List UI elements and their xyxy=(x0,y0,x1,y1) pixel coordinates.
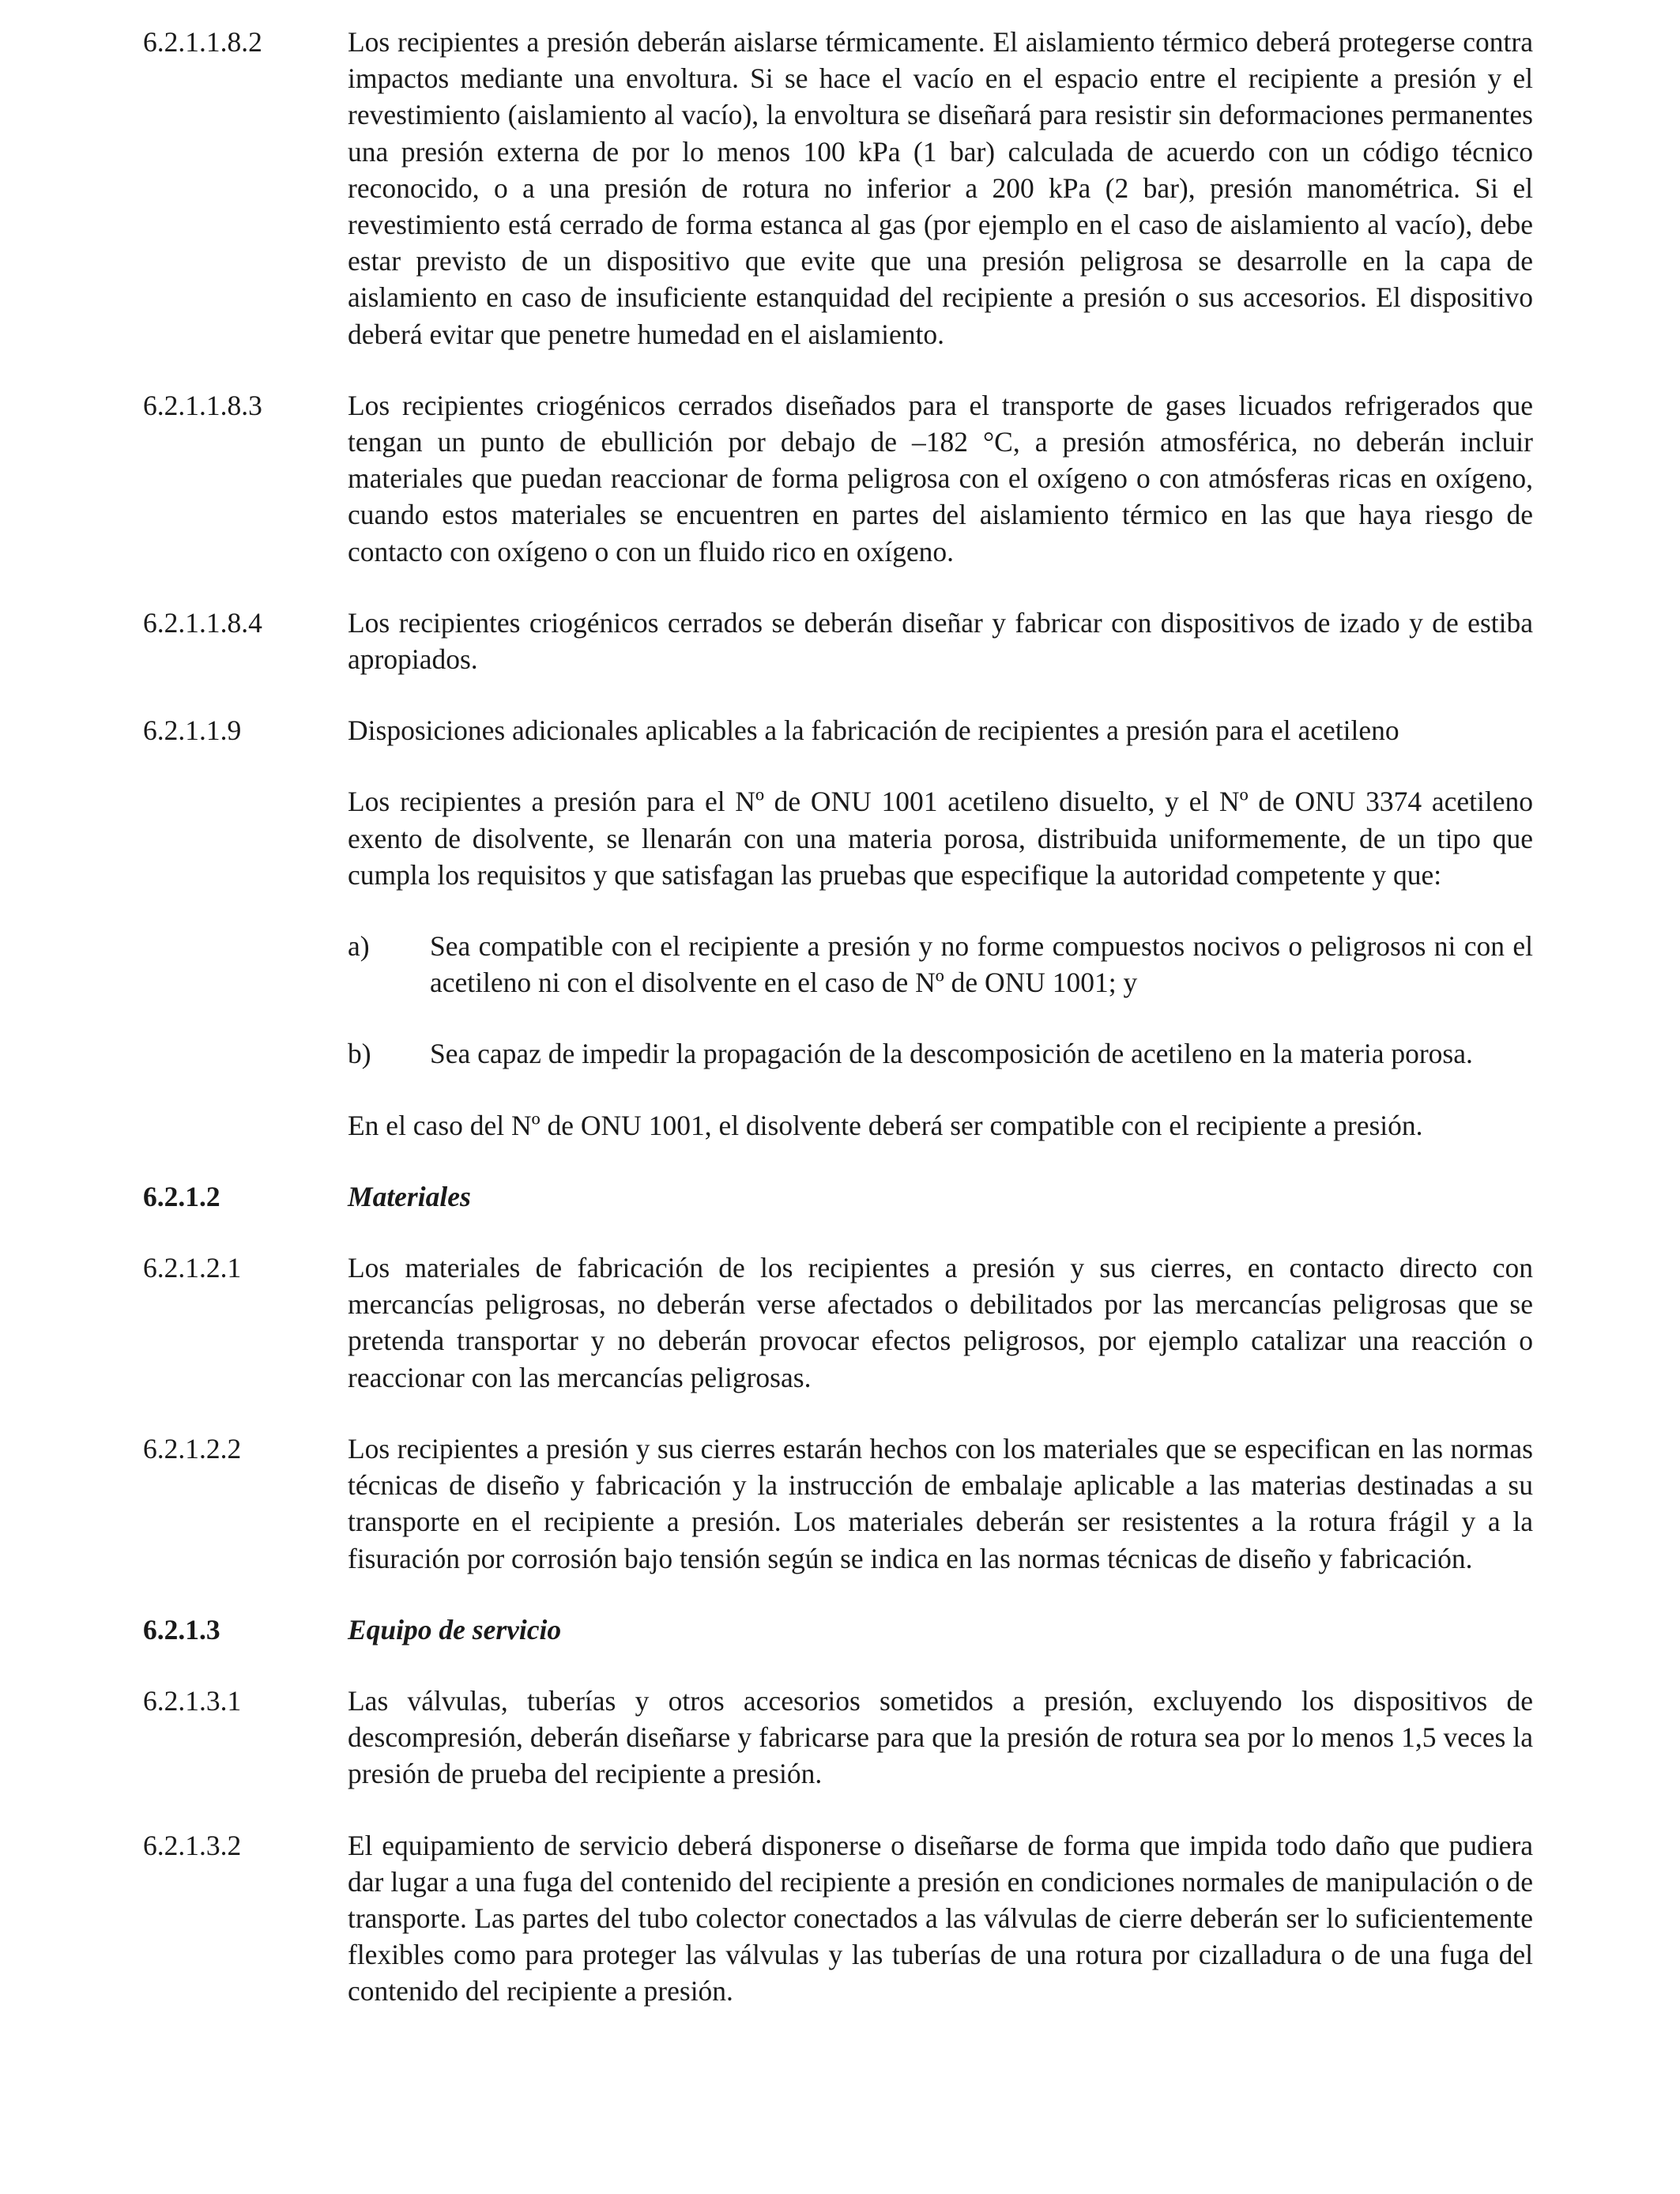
section-number: 6.2.1.1.8.3 xyxy=(143,389,262,421)
list-item-text: Sea compatible con el recipiente a presión y no forme compuestos nocivos o peligrosos ni con el acetileno ni con el disolvente en el caso de Nº de ONU 1001; y xyxy=(430,930,1533,999)
heading-6-2-1-3 xyxy=(143,1612,1534,1648)
section-6-2-1-2-1 xyxy=(143,1250,1534,1396)
section-paragraph: Los recipientes criogénicos cerrados se deberán diseñar y fabricar con dispositivos de izado y de estiba apropiados. xyxy=(348,606,1533,676)
section-paragraph: Los materiales de fabricación de los recipientes a presión y sus cierres, en contacto directo con mercancías peligrosas, no deberán verse afectados o debilitados por las mercancías peligrosas que se pretenda transportar y no deberán provocar efectos peligrosos, por ejemplo catalizar una reacción o reaccionar con las mercancías peligrosas. xyxy=(348,1252,1533,1393)
section-6-2-1-1-8-4 xyxy=(143,605,1534,677)
list-item-text: Sea capaz de impedir la propagación de la descomposición de acetileno en la materia porosa. xyxy=(430,1038,1473,1070)
section-paragraph: El equipamiento de servicio deberá disponerse o diseñarse de forma que impida todo daño que pudiera dar lugar a una fuga del contenido del recipiente a presión en condiciones normales de manipulación o de transporte. Las partes del tubo colector conectados a las válvulas de cierre deberán ser lo suficientemente flexibles como para proteger las válvulas y las tuberías de una rotura por cizalladura o de una fuga del contenido del recipiente a presión. xyxy=(348,1829,1533,2007)
heading-6-2-1-2 xyxy=(143,1178,1534,1215)
section-6-2-1-2-2 xyxy=(143,1431,1534,1577)
section-6-2-1-1-8-2 xyxy=(143,24,1534,352)
section-closing-paragraph: En el caso del Nº de ONU 1001, el disolvente deberá ser compatible con el recipiente a presión. xyxy=(348,1109,1423,1141)
section-number: 6.2.1.1.9 xyxy=(143,714,242,747)
document-page xyxy=(143,24,1534,2045)
heading-title: Materiales xyxy=(348,1180,471,1212)
section-number: 6.2.1.3.1 xyxy=(143,1684,242,1717)
section-6-2-1-1-8-3 xyxy=(143,387,1534,570)
heading-number: 6.2.1.2 xyxy=(143,1180,220,1212)
section-6-2-1-3-2 xyxy=(143,1827,1534,2010)
section-intro-paragraph: Los recipientes a presión para el Nº de ONU 1001 acetileno disuelto, y el Nº de ONU 3374 acetileno exento de disolvente, se llenarán con una materia porosa, distribuida uniformemente, de un tipo que cumpla los requisitos y que satisfagan las pruebas que especifique la autoridad competente y que: xyxy=(348,786,1533,891)
list-item-label: b) xyxy=(348,1038,371,1070)
section-title: Disposiciones adicionales aplicables a la fabricación de recipientes a presión para el acetileno xyxy=(348,714,1399,747)
section-paragraph: Los recipientes a presión y sus cierres estarán hechos con los materiales que se especifican en las normas técnicas de diseño y fabricación y la instrucción de embalaje aplicable a las materias destinadas a su transporte en el recipiente a presión. Los materiales deberán ser resistentes a la rotura frágil y a la fisuración por corrosión bajo tensión según se indica en las normas técnicas de diseño y fabricación. xyxy=(348,1432,1533,1574)
list-item-label: a) xyxy=(348,930,370,963)
section-number: 6.2.1.1.8.2 xyxy=(143,26,262,58)
section-number: 6.2.1.2.2 xyxy=(143,1432,242,1465)
heading-number: 6.2.1.3 xyxy=(143,1613,220,1646)
section-number: 6.2.1.1.8.4 xyxy=(143,606,262,639)
list-item-b xyxy=(348,1035,1533,1072)
list-item-a xyxy=(348,928,1533,1001)
section-paragraph: Los recipientes a presión deberán aislarse térmicamente. El aislamiento térmico deberá protegerse contra impactos mediante una envoltura. Si se hace el vacío en el espacio entre el recipiente a presión y el revestimiento (aislamiento al vacío), la envoltura se diseñará para resistir sin deformaciones permanentes una presión externa de por lo menos 100 kPa (1 bar) calculada de acuerdo con un código técnico reconocido, o a una presión de rotura no inferior a 200 kPa (2 bar), presión manométrica. Si el revestimiento está cerrado de forma estanca al gas (por ejemplo en el caso de aislamiento al vacío), debe estar previsto de un dispositivo que evite que una presión peligrosa se desarrolle en la capa de aislamiento en caso de insuficiente estanquidad del recipiente a presión o sus accesorios. El dispositivo deberá evitar que penetre humedad en el aislamiento. xyxy=(348,26,1533,350)
section-paragraph: Las válvulas, tuberías y otros accesorios sometidos a presión, excluyendo los dispositivos de descompresión, deberán diseñarse y fabricarse para que la presión de rotura sea por lo menos 1,5 veces la presión de prueba del recipiente a presión. xyxy=(348,1684,1533,1790)
section-number: 6.2.1.2.1 xyxy=(143,1252,242,1284)
section-6-2-1-3-1 xyxy=(143,1683,1534,1793)
section-6-2-1-1-9 xyxy=(143,712,1534,1144)
section-paragraph: Los recipientes criogénicos cerrados diseñados para el transporte de gases licuados refrigerados que tengan un punto de ebullición por debajo de –182 °C, a presión atmosférica, no deberán incluir materiales que puedan reaccionar de forma peligrosa con el oxígeno o con atmósferas ricas en oxígeno, cuando estos materiales se encuentren en partes del aislamiento térmico en las que haya riesgo de contacto con oxígeno o con un fluido rico en oxígeno. xyxy=(348,389,1533,567)
heading-title: Equipo de servicio xyxy=(348,1613,562,1646)
section-number: 6.2.1.3.2 xyxy=(143,1829,242,1861)
